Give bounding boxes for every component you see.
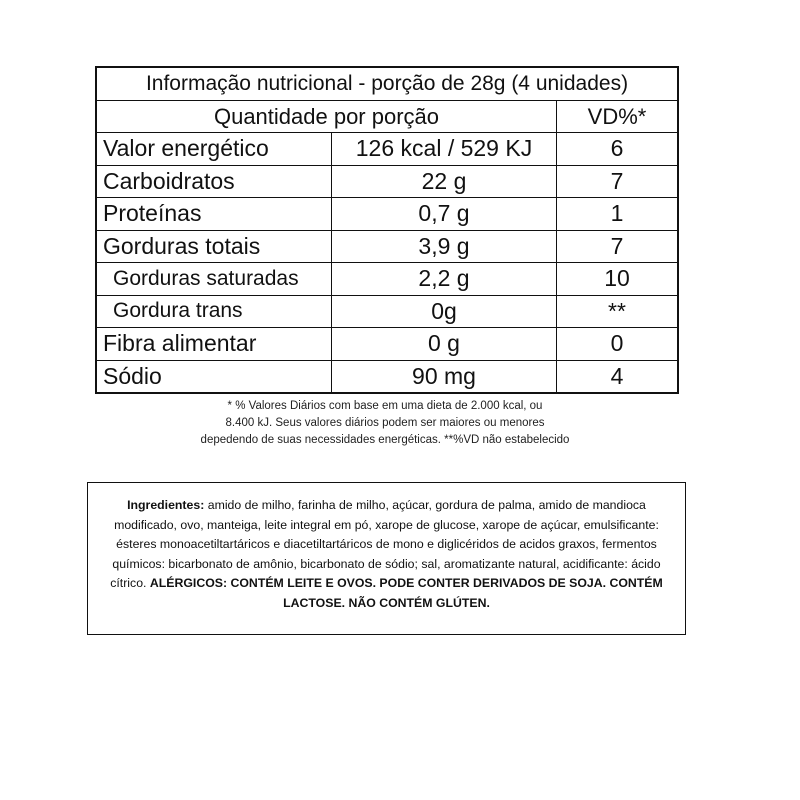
table-row [97,197,677,230]
table-row [97,360,677,393]
header-quantity: Quantidade por porção [213,103,440,129]
daily-values-footnote [180,398,590,449]
nutrient-vd: 4 [556,361,677,393]
nutrient-amount: 3,9 g [331,231,556,263]
allergens-text: ALÉRGICOS: CONTÉM LEITE E OVOS. PODE CONTER DERIVADOS DE SOJA. CONTÉM LACTOSE. NÃO CONTÉM GLÚTEN. [149,576,663,610]
nutrient-vd: 10 [556,263,677,295]
table-title-row [97,68,677,100]
footnote-line: depedendo de suas necessidades energéticas. **%VD não estabelecido [200,434,570,446]
table-row [97,262,677,295]
nutrient-vd: 6 [556,133,677,165]
nutrient-amount: 90 mg [331,361,556,393]
nutrient-vd: 7 [556,166,677,198]
footnote-line: 8.400 kJ. Seus valores diários podem ser maiores ou menores [225,417,545,429]
header-vd: VD%* [556,101,677,132]
footnote-line: * % Valores Diários com base em uma dieta de 2.000 kcal, ou [227,400,543,412]
nutrient-name: Proteínas [103,200,202,227]
nutrient-amount: 126 kcal / 529 KJ [331,133,556,165]
ingredients-box [87,482,686,635]
table-row [97,165,677,198]
table-row [97,230,677,263]
nutrient-name: Gorduras saturadas [113,266,299,290]
table-row [97,327,677,360]
table-header-row [97,100,677,132]
nutrient-amount: 2,2 g [331,263,556,295]
nutrient-name: Gordura trans [113,299,243,323]
nutrient-name: Gorduras totais [103,232,261,259]
nutrient-vd: 7 [556,231,677,263]
nutrient-name: Carboidratos [103,167,235,194]
nutrient-amount: 22 g [331,166,556,198]
nutrient-amount: 0 g [331,328,556,360]
nutrition-table [95,66,679,394]
nutrient-amount: 0,7 g [331,198,556,230]
nutrient-name: Fibra alimentar [103,330,257,357]
table-row [97,132,677,165]
nutrient-vd: 1 [556,198,677,230]
nutrient-vd: 0 [556,328,677,360]
nutrient-amount: 0g [331,296,556,328]
nutrient-name: Sódio [103,362,162,389]
ingredients-text: amido de milho, farinha de milho, açúcar, gordura de palma, amido de mandioca modificado, ovo, manteiga, leite integral em pó, xarope de glucose, xarope de açúcar, emulsificante: ésteres monoacetiltartáricos e diacetiltartáricos de mono e diglicéridos de acidos graxos, fermentos químicos: bicarbonato de amônio, bicarbonato de sódio; sal, aromatizante natural, acidificante: ácido cítrico. [110,498,661,590]
nutrient-vd: ** [556,296,677,328]
ingredients-label: Ingredientes: [127,498,205,512]
nutrient-name: Valor energético [103,135,269,162]
table-title: Informação nutricional - porção de 28g (4 unidades) [145,72,629,95]
table-row [97,295,677,328]
